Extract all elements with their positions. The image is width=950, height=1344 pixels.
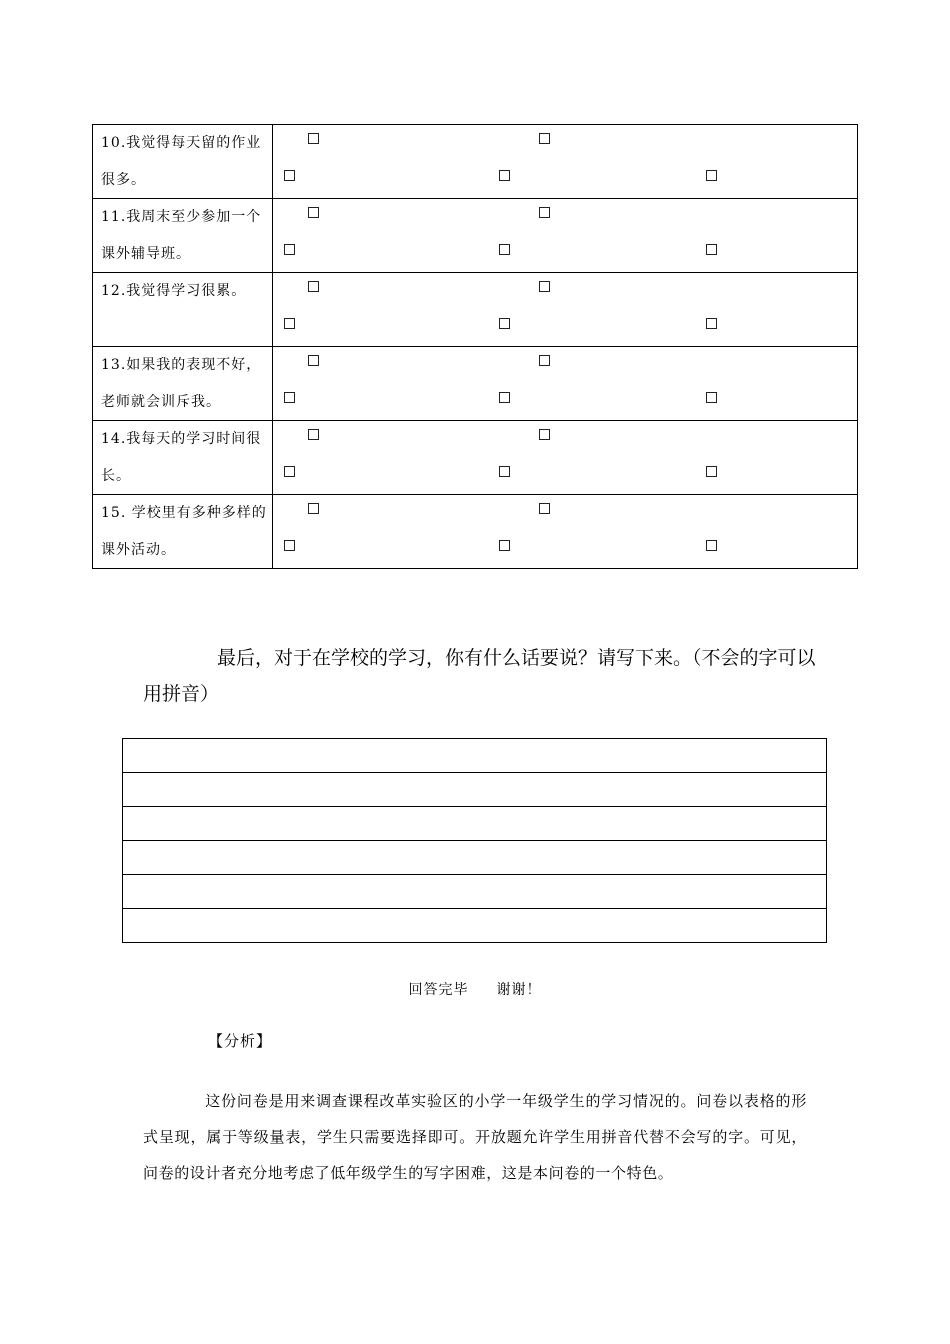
closing-finished: 回答完毕 — [408, 982, 469, 998]
question-cell — [93, 421, 273, 495]
options-cell — [273, 199, 858, 273]
checkbox-option[interactable] — [539, 281, 550, 292]
closing-thanks: 谢谢！ — [496, 982, 542, 998]
checkbox-option[interactable] — [706, 318, 717, 329]
checkbox-option[interactable] — [308, 281, 319, 292]
question-text: 14.我每天的学习时间很长。 — [101, 431, 262, 484]
question-cell — [93, 347, 273, 421]
table-row — [93, 347, 858, 421]
checkbox-option[interactable] — [308, 503, 319, 514]
writing-line-cell[interactable] — [123, 875, 827, 909]
checkbox-option[interactable] — [539, 503, 550, 514]
checkbox-option[interactable] — [284, 466, 295, 477]
writing-line-cell[interactable] — [123, 739, 827, 773]
checkbox-option[interactable] — [539, 429, 550, 440]
writing-line-cell[interactable] — [123, 773, 827, 807]
table-row — [93, 273, 858, 347]
table-row — [93, 199, 858, 273]
options-cell — [273, 125, 858, 199]
question-text: 13.如果我的表现不好，老师就会训斥我。 — [101, 357, 262, 410]
checkbox-option[interactable] — [499, 392, 510, 403]
writing-line[interactable] — [123, 841, 827, 875]
checkbox-option[interactable] — [706, 466, 717, 477]
checkbox-option[interactable] — [706, 392, 717, 403]
checkbox-option[interactable] — [284, 170, 295, 181]
question-cell — [93, 273, 273, 347]
checkbox-option[interactable] — [308, 355, 319, 366]
question-cell — [93, 199, 273, 273]
options-cell — [273, 273, 858, 347]
options-cell — [273, 495, 858, 569]
checkbox-option[interactable] — [706, 244, 717, 255]
writing-line[interactable] — [123, 807, 827, 841]
checkbox-option[interactable] — [539, 355, 550, 366]
question-cell — [93, 125, 273, 199]
writing-line-cell[interactable] — [123, 841, 827, 875]
analysis-paragraph — [143, 1083, 807, 1191]
checkbox-option[interactable] — [284, 318, 295, 329]
writing-area[interactable] — [122, 738, 827, 943]
checkbox-option[interactable] — [284, 244, 295, 255]
final-question — [143, 640, 823, 712]
writing-line[interactable] — [123, 875, 827, 909]
checkbox-option[interactable] — [308, 207, 319, 218]
table-row — [93, 495, 858, 569]
checkbox-option[interactable] — [308, 133, 319, 144]
checkbox-option[interactable] — [284, 540, 295, 551]
checkbox-option[interactable] — [706, 170, 717, 181]
checkbox-option[interactable] — [499, 244, 510, 255]
checkbox-option[interactable] — [499, 466, 510, 477]
question-text: 12.我觉得学习很累。 — [101, 283, 247, 299]
question-cell — [93, 495, 273, 569]
checkbox-option[interactable] — [539, 133, 550, 144]
question-text: 10.我觉得每天留的作业很多。 — [101, 135, 262, 188]
checkbox-option[interactable] — [706, 540, 717, 551]
table-row — [93, 125, 858, 199]
checkbox-option[interactable] — [499, 318, 510, 329]
table-row — [93, 421, 858, 495]
writing-line[interactable] — [123, 909, 827, 943]
question-text: 15. 学校里有多种多样的课外活动。 — [101, 505, 267, 558]
analysis-heading: 【分析】 — [208, 1032, 273, 1050]
options-cell — [273, 347, 858, 421]
writing-line-cell[interactable] — [123, 909, 827, 943]
options-cell — [273, 421, 858, 495]
writing-line[interactable] — [123, 773, 827, 807]
checkbox-option[interactable] — [499, 540, 510, 551]
final-question-text: 最后，对于在学校的学习，你有什么话要说？请写下来。（不会的字可以用拼音） — [143, 647, 816, 705]
analysis-text: 这份问卷是用来调查课程改革实验区的小学一年级学生的学习情况的。问卷以表格的形式呈现，属于等级量表，学生只需要选择即可。开放题允许学生用拼音代替不会写的字。可见，问卷的设计者充分地考虑了低年级学生的写字困难，这是本问卷的一个特色。 — [143, 1092, 807, 1182]
checkbox-option[interactable] — [499, 170, 510, 181]
survey-table — [92, 124, 858, 569]
checkbox-option[interactable] — [539, 207, 550, 218]
writing-line-cell[interactable] — [123, 807, 827, 841]
checkbox-option[interactable] — [308, 429, 319, 440]
closing-message — [0, 979, 950, 999]
writing-line[interactable] — [123, 739, 827, 773]
question-text: 11.我周末至少参加一个课外辅导班。 — [101, 209, 262, 262]
checkbox-option[interactable] — [284, 392, 295, 403]
